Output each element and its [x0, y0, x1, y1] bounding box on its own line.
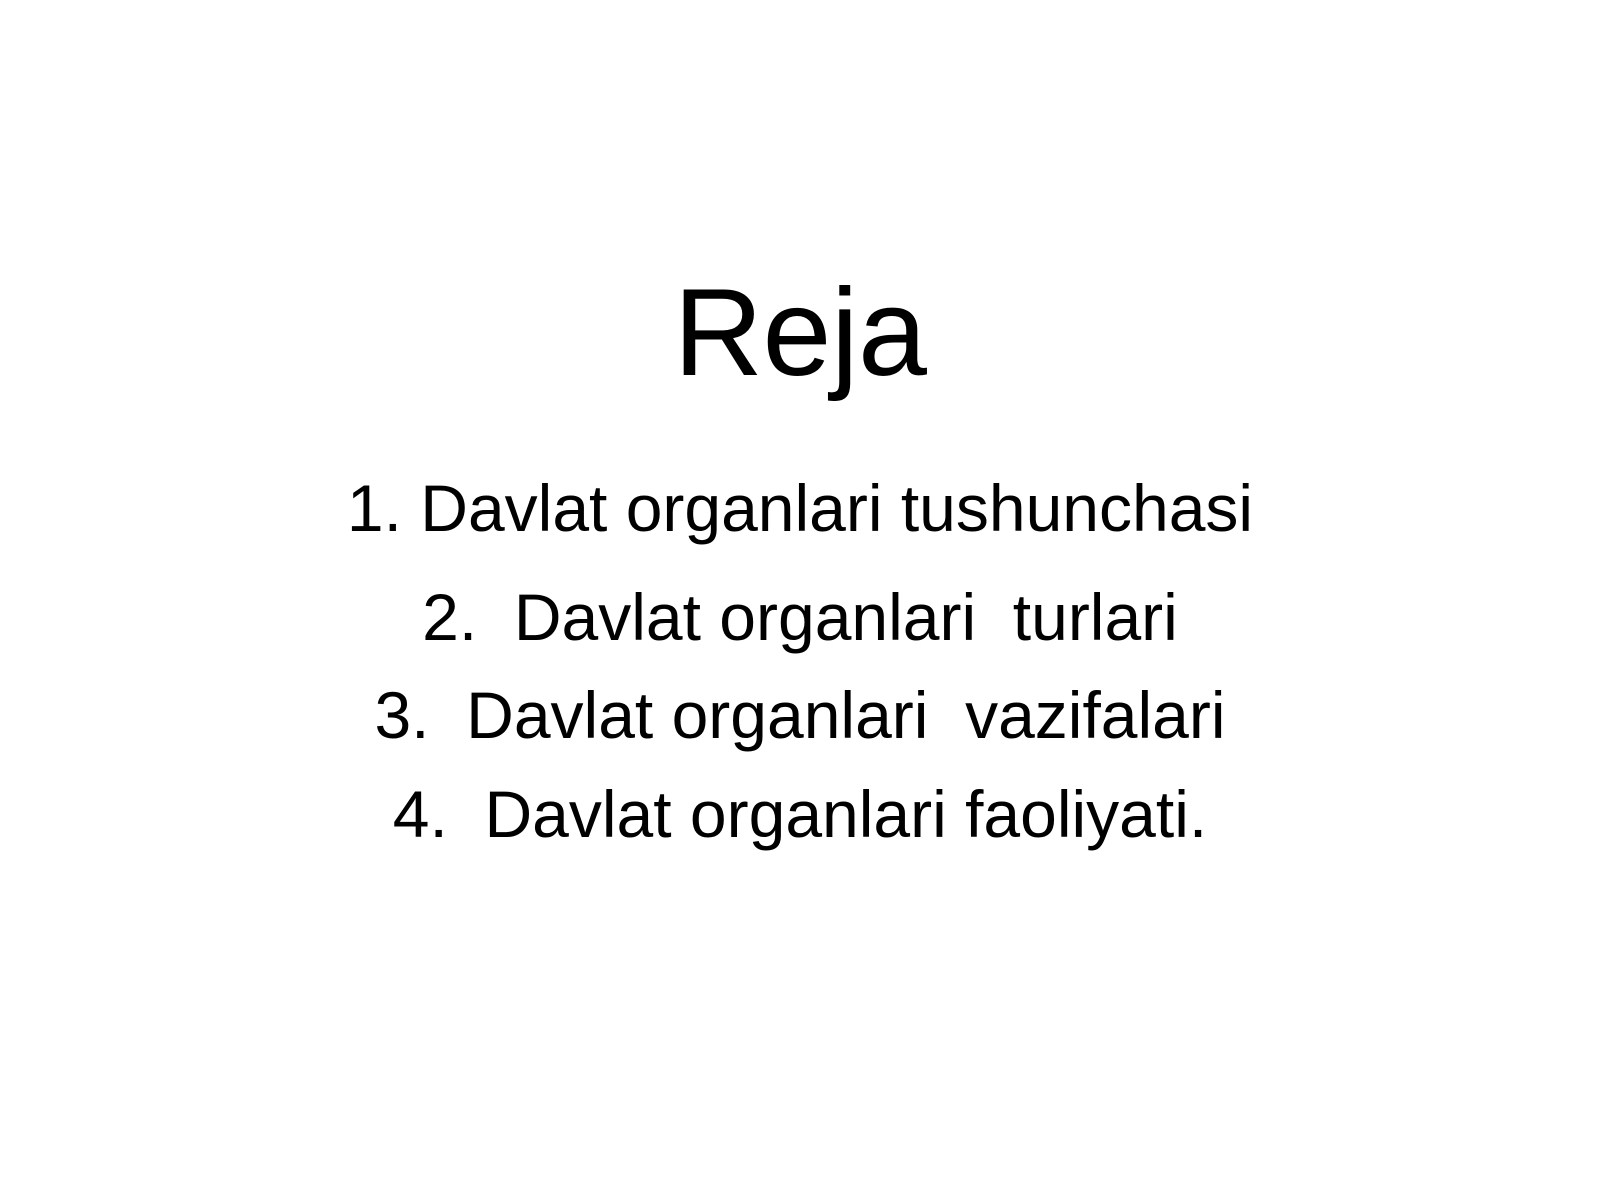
- slide-body-list: [150, 470, 1450, 852]
- list-item: 2. Davlat organlari turlari: [422, 579, 1178, 654]
- list-item: 1. Davlat organlari tushunchasi: [346, 471, 1254, 545]
- list-item: 3. Davlat organlari vazifalari: [374, 678, 1226, 753]
- list-item: 4. Davlat organlari faoliyati.: [392, 776, 1208, 851]
- page-title: Reja: [673, 264, 927, 402]
